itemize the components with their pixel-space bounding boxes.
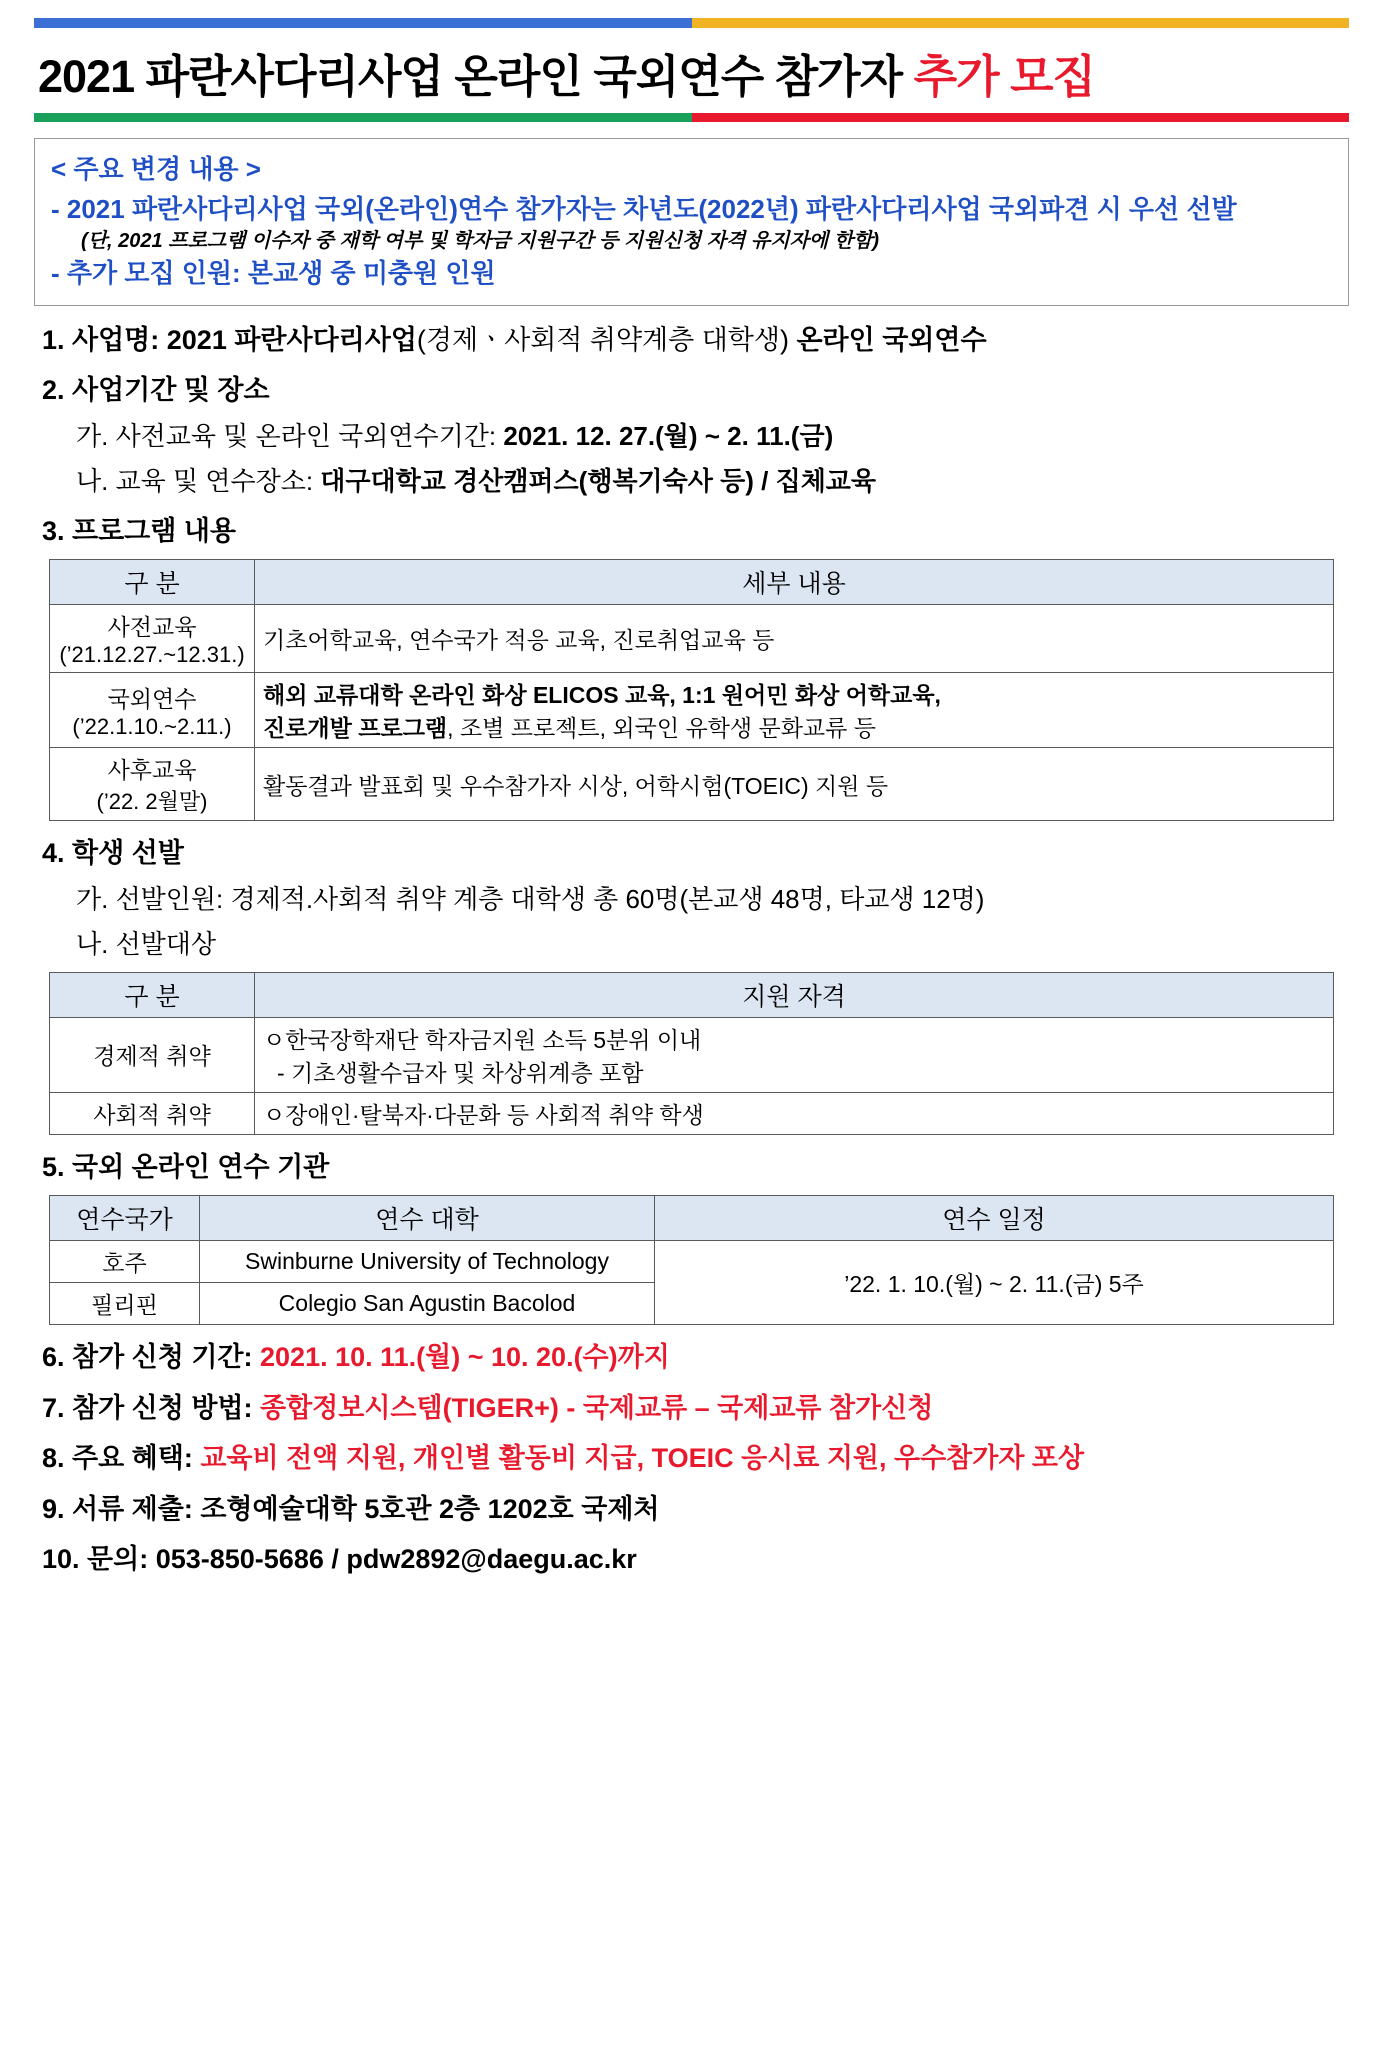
section-2-a-label: 가. 사전교육 및 온라인 국외연수기간: [76,420,504,451]
eligibility-row-1-detail [255,1017,1334,1092]
institution-schedule: ’22. 1. 10.(월) ~ 2. 11.(금) 5주 [655,1241,1334,1325]
program-row-2-detail [255,673,1334,748]
table-row [50,1241,1334,1283]
program-row-2-detail-line2 [263,710,1325,743]
section-4-b-text: 나. 선발대상 [76,928,217,959]
program-table-header-detail: 세부 내용 [255,560,1334,605]
table-row [50,748,1334,821]
section-8-value: 교육비 전액 지원, 개인별 활동비 지급, TOEIC 응시료 지원, 우수참가자 포상 [200,1443,1085,1474]
section-9-label: 9. 서류 제출: [42,1493,201,1524]
program-row-2-detail-bold2: 진로개발 프로그램 [263,715,448,742]
section-2-period-place: 2. 사업기간 및 장소 [42,375,270,406]
institution-table [49,1195,1334,1325]
program-table-header-row [50,560,1334,605]
section-10-contact [42,1541,1349,1577]
section-7-value: 종합정보시스템(TIGER+) - 국제교류 – 국제교류 참가신청 [260,1392,934,1423]
section-5-institutions: 5. 국외 온라인 연수 기관 [42,1151,330,1182]
section-6-value: 2021. 10. 11.(월) ~ 10. 20.(수)까지 [260,1342,670,1373]
eligibility-table [49,972,1334,1135]
section-2-item-b [76,464,1349,499]
section-4-a-text: 가. 선발인원: 경제적.사회적 취약 계층 대학생 총 60명(본교생 48명, 타교생 12명) [76,883,985,914]
section-1-thin: (경제ㆍ사회적 취약계층 대학생) [416,324,797,355]
notice-line-1: - 2021 파란사다리사업 국외(온라인)연수 참가자는 차년도(2022년) 파란사다리사업 국외파견 시 우선 선발 [51,194,1237,224]
eligibility-table-header-qualification: 지원 자격 [255,972,1334,1017]
eligibility-row-2-detail: ㅇ장애인·탈북자·다문화 등 사회적 취약 학생 [255,1092,1334,1134]
institution-row-2-university: Colegio San Agustin Bacolod [200,1283,655,1325]
bottom-bar-red [692,113,1350,122]
section-4-selection: 4. 학생 선발 [42,838,184,869]
section-8-benefits [42,1440,1349,1476]
section-7-label: 7. 참가 신청 방법: [42,1392,261,1423]
eligibility-row-1-line2: - 기초생활수급자 및 차상위계층 포함 [277,1059,644,1086]
page-title [34,38,1349,113]
notice-line-2: - 추가 모집 인원: 본교생 중 미충원 인원 [51,258,496,289]
program-row-2-division-line2: (’22.1.10.~2.11.) [72,713,232,739]
program-row-1-division [50,605,255,673]
title-underline-bar [34,113,1349,122]
program-row-3-detail: 활동결과 발표회 및 우수참가자 시상, 어학시험(TOEIC) 지원 등 [255,748,1334,821]
notice-sub-1: (단, 2021 프로그램 이수자 중 재학 여부 및 학자금 지원구간 등 지원신청 자격 유지자에 한함) [81,230,880,253]
bottom-bar-green [34,113,692,122]
notice-box [34,138,1349,306]
program-row-1-division-line2: (’21.12.27.~12.31.) [59,642,245,668]
section-10-value: 053-850-5686 / pdw2892@daegu.ac.kr [155,1543,637,1574]
section-1-business-name [42,322,1349,358]
table-row [50,1017,1334,1092]
section-6-label: 6. 참가 신청 기간: [42,1342,261,1373]
table-row [50,673,1334,748]
eligibility-row-1-line1: ㅇ한국장학재단 학자금지원 소득 5분위 이내 [263,1026,702,1053]
program-row-2-detail-tail: , 조별 프로젝트, 외국인 유학생 문화교류 등 [447,715,876,742]
section-1-bold-1: 2021 파란사다리사업 [166,324,417,355]
application-info [34,1339,1349,1577]
section-3-program: 3. 프로그램 내용 [42,515,237,546]
page-title-highlight: 추가 모집 [913,51,1096,102]
institution-row-1-country: 호주 [50,1241,200,1283]
eligibility-row-2-division: 사회적 취약 [50,1092,255,1134]
program-table-header-division: 구 분 [50,560,255,605]
top-color-bar [34,18,1349,28]
institution-table-header-row [50,1196,1334,1241]
institution-table-header-university: 연수 대학 [200,1196,655,1241]
section-10-label: 10. 문의: [42,1543,156,1574]
institution-row-2-country: 필리핀 [50,1283,200,1325]
section-2-item-a [76,419,1349,454]
eligibility-row-1-division: 경제적 취약 [50,1017,255,1092]
table-row [50,605,1334,673]
section-2-b-value: 대구대학교 경산캠퍼스(행복기숙사 등) / 집체교육 [320,465,877,496]
top-bar-blue [34,18,692,28]
table-row [50,1092,1334,1134]
section-1-bold-2: 온라인 국외연수 [796,324,987,355]
page-title-main: 2021 파란사다리사업 온라인 국외연수 참가자 [38,51,914,102]
program-row-2-division-line1: 국외연수 [107,685,197,712]
eligibility-table-header-division: 구 분 [50,972,255,1017]
program-row-2-detail-bold1: 해외 교류대학 온라인 화상 ELICOS 교육, 1:1 원어민 화상 어학교육, [263,682,941,709]
program-row-1-detail: 기초어학교육, 연수국가 적응 교육, 진로취업교육 등 [255,605,1334,673]
section-1-label: 1. 사업명: [42,324,167,355]
section-8-label: 8. 주요 혜택: [42,1443,201,1474]
program-row-3-division [50,748,255,821]
top-bar-yellow [692,18,1350,28]
section-6-application-period [42,1339,1349,1375]
program-row-2-division [50,673,255,748]
institution-table-header-country: 연수국가 [50,1196,200,1241]
section-2-a-value: 2021. 12. 27.(월) ~ 2. 11.(금) [503,420,834,451]
section-2-b-label: 나. 교육 및 연수장소: [76,465,321,496]
institution-row-1-university: Swinburne University of Technology [200,1241,655,1283]
section-4-item-a [76,882,1349,917]
section-9-value: 조형예술대학 5호관 2층 1202호 국제처 [200,1493,660,1524]
section-9-document-submission [42,1491,1349,1527]
section-7-application-method [42,1390,1349,1426]
section-4-item-b [76,927,1349,962]
program-row-3-division-line2: (’22. 2월말) [96,789,208,815]
program-row-3-division-line1: 사후교육 [107,757,197,784]
notice-heading: < 주요 변경 내용 > [51,154,261,184]
program-row-2-detail-line1 [263,677,1325,710]
institution-table-header-schedule: 연수 일정 [655,1196,1334,1241]
program-row-1-division-line1: 사전교육 [107,614,197,641]
program-table [49,559,1334,821]
eligibility-table-header-row [50,972,1334,1017]
